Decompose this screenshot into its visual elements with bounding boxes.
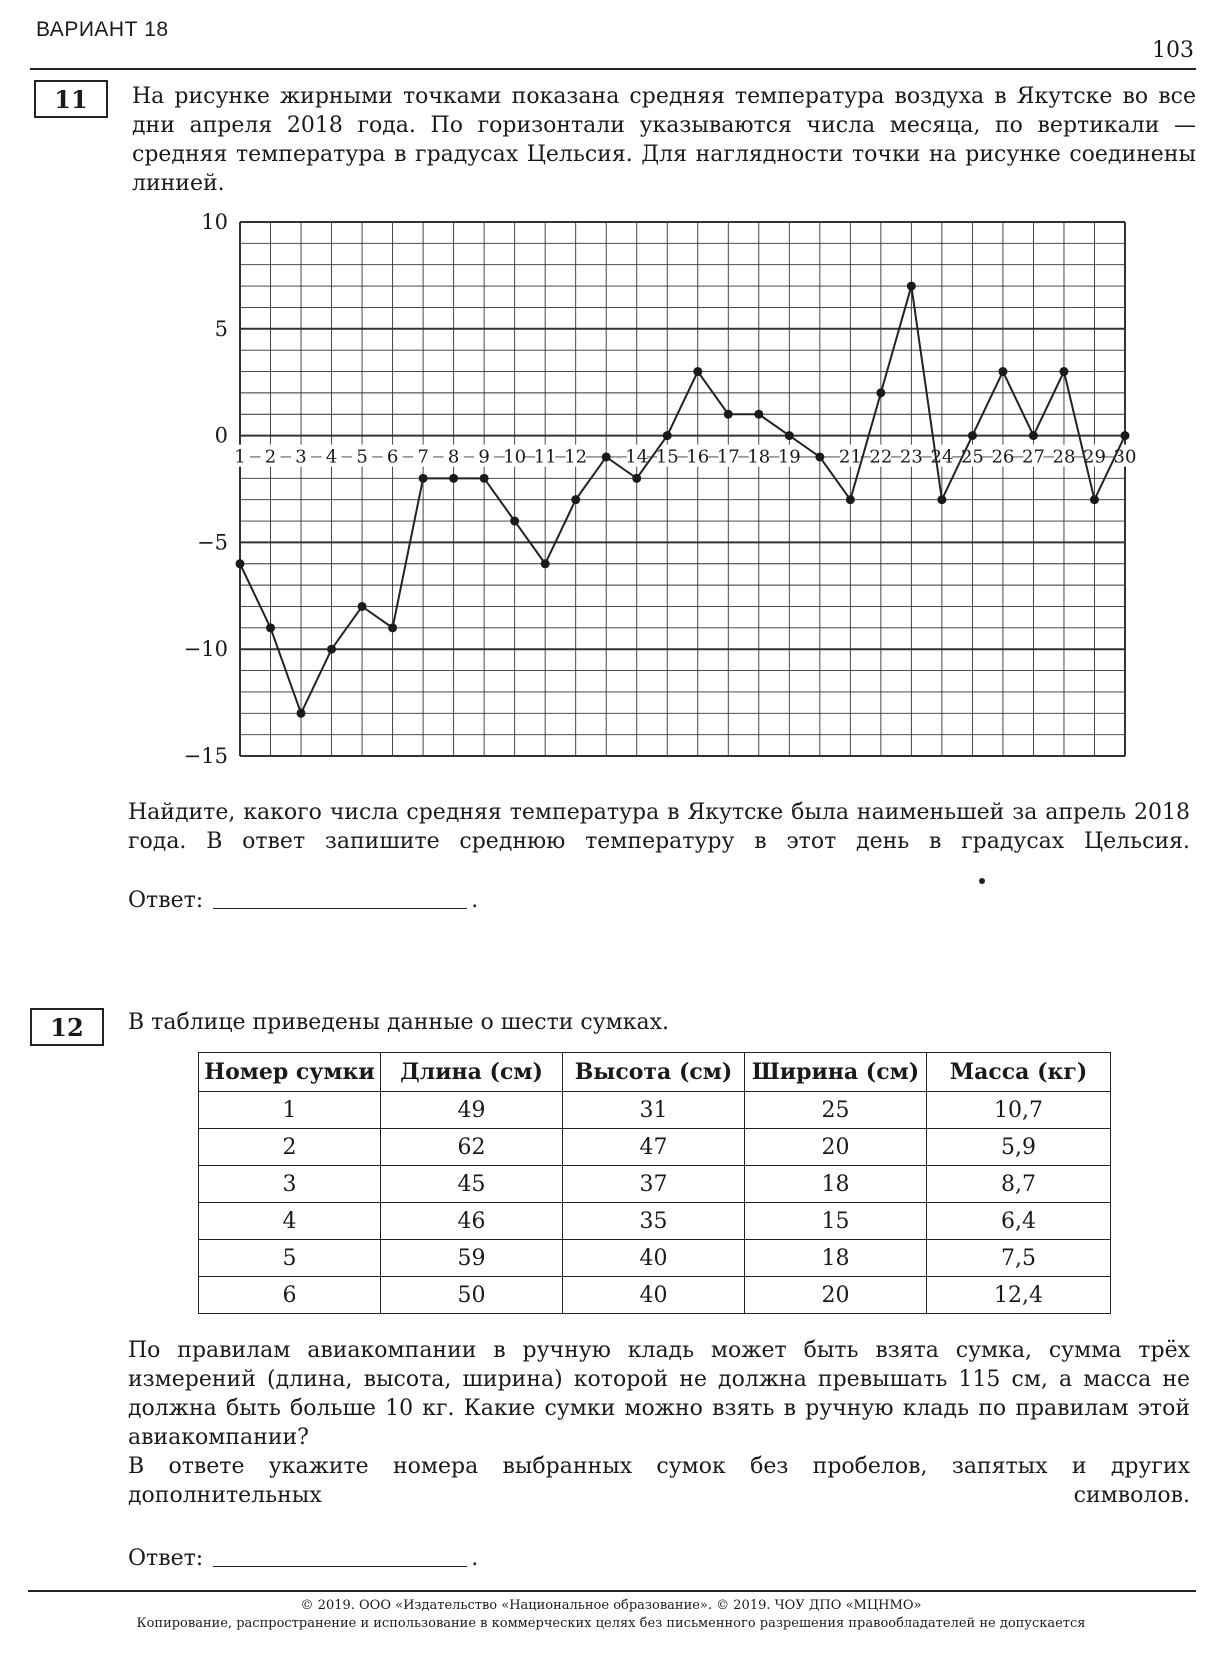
x-tick-label: 9 bbox=[478, 446, 490, 468]
table-cell: 40 bbox=[563, 1240, 745, 1277]
x-tick-label: 18 bbox=[747, 446, 771, 468]
bags-table bbox=[198, 1052, 1111, 1314]
data-point bbox=[1059, 367, 1068, 376]
task-11-answer bbox=[128, 886, 478, 913]
table-cell: 37 bbox=[563, 1166, 745, 1203]
data-point bbox=[907, 282, 916, 291]
table-cell: 25 bbox=[745, 1092, 927, 1129]
y-tick-label: 10 bbox=[201, 210, 228, 234]
x-tick-label: 5 bbox=[356, 446, 368, 468]
data-point bbox=[754, 410, 763, 419]
task-11-number: 11 bbox=[54, 84, 88, 114]
data-point bbox=[571, 495, 580, 504]
bags-col-header: Масса (кг) bbox=[927, 1053, 1111, 1092]
data-point bbox=[541, 559, 550, 568]
table-cell: 15 bbox=[745, 1203, 927, 1240]
x-tick-label: 28 bbox=[1052, 446, 1076, 468]
chart-y-tick-labels bbox=[184, 210, 228, 768]
table-cell: 5,9 bbox=[927, 1129, 1111, 1166]
y-tick-label: 5 bbox=[214, 316, 228, 341]
data-point bbox=[602, 452, 611, 461]
data-point bbox=[266, 623, 275, 632]
data-point bbox=[327, 645, 336, 654]
page-number: 103 bbox=[1152, 38, 1194, 63]
table-cell: 10,7 bbox=[927, 1092, 1111, 1129]
table-row bbox=[199, 1092, 1111, 1129]
data-point bbox=[632, 474, 641, 483]
x-tick-label: 2 bbox=[264, 446, 277, 468]
x-tick-label: 1 bbox=[234, 446, 246, 468]
y-tick-label: 0 bbox=[214, 423, 228, 448]
data-point bbox=[358, 602, 367, 611]
x-tick-label: 30 bbox=[1113, 446, 1137, 468]
y-tick-label: −10 bbox=[183, 637, 228, 662]
x-tick-label: 17 bbox=[716, 446, 740, 468]
bags-col-header: Номер сумки bbox=[199, 1053, 381, 1092]
table-cell: 20 bbox=[745, 1277, 927, 1314]
header-rule bbox=[30, 68, 1196, 70]
table-row bbox=[199, 1277, 1111, 1314]
data-point bbox=[297, 709, 306, 718]
bags-col-header: Ширина (см) bbox=[745, 1053, 927, 1092]
x-tick-label: 3 bbox=[295, 446, 307, 468]
table-cell: 49 bbox=[381, 1092, 563, 1129]
table-cell: 45 bbox=[381, 1166, 563, 1203]
footer-notice: Копирование, распространение и использование в коммерческих целях без письменного разрешения правообладателей не допускается bbox=[136, 1616, 1086, 1631]
task-11-answer-label: Ответ: bbox=[128, 888, 204, 913]
data-point bbox=[815, 452, 824, 461]
task-11-number-box bbox=[34, 80, 108, 118]
table-cell: 2 bbox=[199, 1129, 381, 1166]
x-tick-label: 15 bbox=[655, 446, 679, 468]
task-12-answer-label: Ответ: bbox=[128, 1546, 204, 1571]
table-cell: 46 bbox=[381, 1203, 563, 1240]
table-cell: 20 bbox=[745, 1129, 927, 1166]
stray-dot bbox=[979, 878, 985, 884]
table-cell: 31 bbox=[563, 1092, 745, 1129]
x-tick-label: 16 bbox=[686, 446, 710, 468]
data-point bbox=[693, 367, 702, 376]
data-point bbox=[449, 474, 458, 483]
data-point bbox=[419, 474, 428, 483]
table-cell: 6 bbox=[199, 1277, 381, 1314]
x-tick-label: 24 bbox=[930, 446, 954, 468]
table-cell: 12,4 bbox=[927, 1277, 1111, 1314]
table-cell: 62 bbox=[381, 1129, 563, 1166]
x-tick-label: 12 bbox=[564, 446, 588, 468]
data-point bbox=[663, 431, 672, 440]
table-row bbox=[199, 1129, 1111, 1166]
task-12-answer-end: . bbox=[471, 1546, 479, 1571]
table-cell: 40 bbox=[563, 1277, 745, 1314]
data-point bbox=[998, 367, 1007, 376]
footer-rule bbox=[28, 1590, 1196, 1592]
table-cell: 18 bbox=[745, 1240, 927, 1277]
data-point bbox=[480, 474, 489, 483]
x-tick-label: 25 bbox=[960, 446, 984, 468]
bags-table-header bbox=[199, 1053, 1111, 1092]
task-12-number-box bbox=[30, 1008, 104, 1046]
task-12-number: 12 bbox=[50, 1012, 84, 1042]
chart-grid-minor bbox=[240, 222, 1125, 756]
table-cell: 6,4 bbox=[927, 1203, 1111, 1240]
x-tick-label: 6 bbox=[386, 446, 399, 468]
x-tick-label: 26 bbox=[991, 446, 1015, 468]
data-point bbox=[846, 495, 855, 504]
chart-x-tick-labels bbox=[230, 445, 1136, 468]
data-point bbox=[1029, 431, 1038, 440]
x-tick-label: 11 bbox=[533, 446, 557, 468]
x-tick-label: 4 bbox=[325, 446, 338, 468]
bags-col-header: Высота (см) bbox=[563, 1053, 745, 1092]
data-point bbox=[937, 495, 946, 504]
data-point bbox=[388, 623, 397, 632]
x-tick-label: 29 bbox=[1083, 446, 1106, 468]
table-cell: 7,5 bbox=[927, 1240, 1111, 1277]
table-cell: 8,7 bbox=[927, 1166, 1111, 1203]
task-12-answer-field[interactable] bbox=[213, 1544, 467, 1567]
data-point bbox=[1090, 495, 1099, 504]
data-point bbox=[785, 431, 794, 440]
x-tick-label: 14 bbox=[625, 446, 649, 468]
table-cell: 1 bbox=[199, 1092, 381, 1129]
table-cell: 47 bbox=[563, 1129, 745, 1166]
y-tick-label: −15 bbox=[183, 744, 228, 768]
table-cell: 4 bbox=[199, 1203, 381, 1240]
table-row bbox=[199, 1166, 1111, 1203]
x-tick-label: 19 bbox=[777, 446, 801, 468]
table-row bbox=[199, 1240, 1111, 1277]
x-tick-label: 21 bbox=[838, 446, 862, 468]
x-tick-label: 27 bbox=[1021, 446, 1045, 468]
temperature-chart bbox=[180, 200, 1140, 780]
task-12-text: В таблице приведены данные о шести сумках. bbox=[128, 1010, 670, 1035]
table-cell: 59 bbox=[381, 1240, 563, 1277]
data-point bbox=[968, 431, 977, 440]
data-point bbox=[236, 559, 245, 568]
task-12-question-p1: По правилам авиакомпании в ручную кладь может быть взята сумка, сумма трёх измерений (длина, высота, ширина) которой не должна превышать 115 см, а масса не должна быть больше 10 кг. Какие сумки можно взять в ручную кладь по правилам этой авиакомпании? bbox=[128, 1338, 1190, 1450]
task-11-answer-end: . bbox=[471, 888, 479, 913]
task-11-answer-field[interactable] bbox=[213, 886, 467, 909]
x-tick-label: 8 bbox=[447, 446, 460, 468]
table-cell: 18 bbox=[745, 1166, 927, 1203]
data-point bbox=[510, 517, 519, 526]
task-12-answer bbox=[128, 1544, 478, 1571]
data-point bbox=[724, 410, 733, 419]
data-point bbox=[876, 388, 885, 397]
x-tick-label: 10 bbox=[503, 446, 527, 468]
table-cell: 50 bbox=[381, 1277, 563, 1314]
x-tick-label: 22 bbox=[869, 446, 893, 468]
table-row bbox=[199, 1203, 1111, 1240]
x-tick-label: 23 bbox=[899, 446, 923, 468]
x-tick-label: 7 bbox=[417, 446, 429, 468]
y-tick-label: −5 bbox=[197, 530, 228, 555]
variant-label: ВАРИАНТ 18 bbox=[36, 18, 169, 41]
task-12-question bbox=[128, 1336, 1190, 1510]
bags-col-header: Длина (см) bbox=[381, 1053, 563, 1092]
table-cell: 35 bbox=[563, 1203, 745, 1240]
data-point bbox=[1121, 431, 1130, 440]
table-cell: 5 bbox=[199, 1240, 381, 1277]
task-11-question: Найдите, какого числа средняя температура в Якутске была наименьшей за апрель 2018 года. В ответ запишите среднюю температуру в этот день в градусах Цельсия. bbox=[128, 800, 1190, 854]
chart-grid-major bbox=[240, 222, 1125, 756]
footer-copyright: © 2019. ООО «Издательство «Национальное образование». © 2019. ЧОУ ДПО «МЦНМО» bbox=[300, 1598, 922, 1613]
table-cell: 3 bbox=[199, 1166, 381, 1203]
task-11-text: На рисунке жирными точками показана средняя температура воздуха в Якутске во все дни апреля 2018 года. По горизонтали указываются числа месяца, по вертикали — средняя температура в градусах Цельсия. Для наглядности точки на рисунке соединены линией. bbox=[132, 84, 1196, 196]
task-12-question-p2: В ответе укажите номера выбранных сумок без пробелов, запятых и других дополнительных символов. bbox=[128, 1454, 1190, 1508]
